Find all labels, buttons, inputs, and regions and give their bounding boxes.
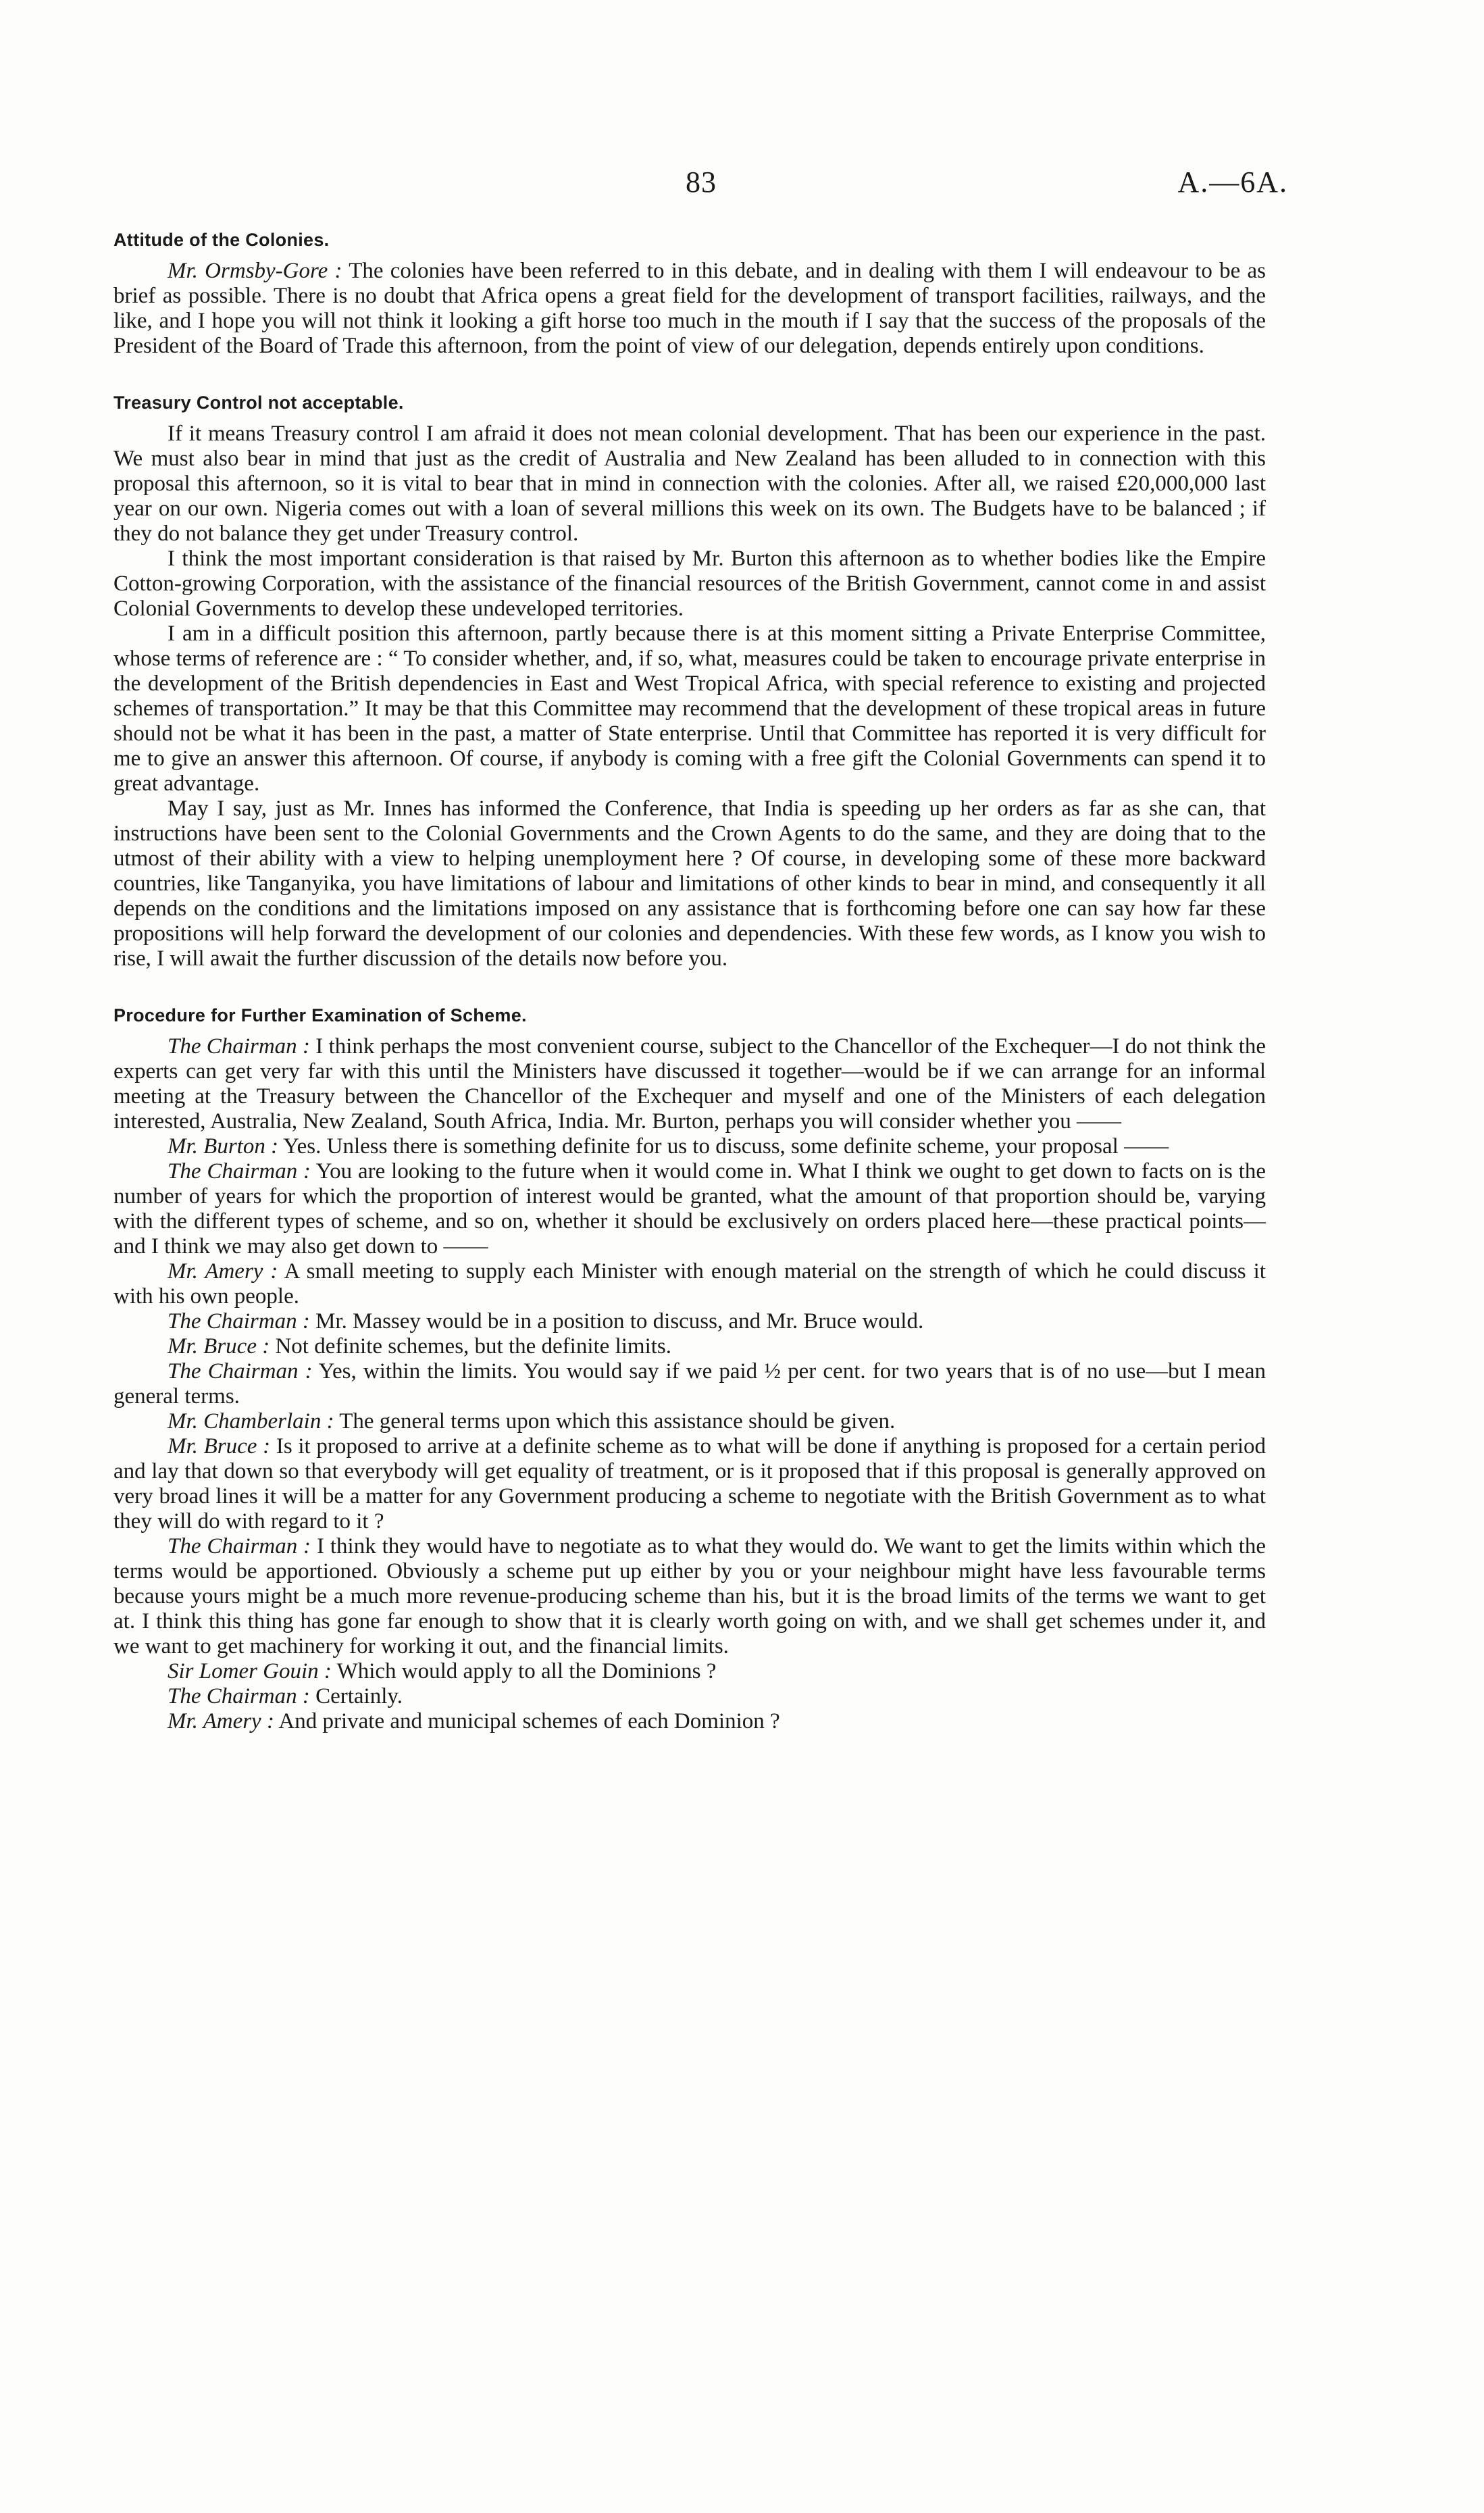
section-heading: Treasury Control not acceptable. [113, 392, 404, 413]
speaker-name: The Chairman : [168, 1309, 310, 1334]
section [113, 392, 1266, 971]
paragraph-text: May I say, just as Mr. Innes has informed the Conference, that India is speeding up her orders as far as she can, that instructions have been sent to the Colonial Governments and the Crown Agents to do the same, and they are doing that to the utmost of their ability with a view to helping unemployment here ? Of course, in developing some of these more backward countries, like Tanganyika, you have limitations of labour and limitations of other kinds to bear in mind, and consequently it all depends on the conditions and the limitations imposed on any assistance that is forthcoming before one can say how far these propositions will help forward the development of our colonies and dependencies. With these few words, as I know you wish to rise, I will await the further discussion of the details now before you. [113, 796, 1266, 971]
speaker-name: The Chairman : [168, 1684, 310, 1708]
paragraph-text: I think the most important consideration is that raised by Mr. Burton this afternoon as to whether bodies like the Empire Cotton-growing Corporation, with the assistance of the financial resources of the British Government, cannot come in and assist Colonial Governments to develop these undeveloped territories. [113, 547, 1266, 621]
paragraph-text: Which would apply to all the Dominions ? [336, 1659, 717, 1683]
speech-paragraph [113, 1409, 1266, 1434]
speech-paragraph [113, 1359, 1266, 1409]
speaker-name: The Chairman : [168, 1534, 311, 1558]
speaker-name: Mr. Chamberlain : [168, 1409, 334, 1433]
paragraph-text: A small meeting to supply each Minister with enough material on the strength of which he could discuss it with his own people. [113, 1259, 1266, 1309]
paragraph-text: Yes. Unless there is something definite for us to discuss, some definite scheme, your proposal —— [283, 1134, 1169, 1159]
speech-paragraph [113, 1259, 1266, 1309]
section-heading: Attitude of the Colonies. [113, 230, 330, 250]
paragraph-text: I think they would have to negotiate as to what they would do. We want to get the limits within which the terms would be apportioned. Obviously a scheme put up either by you or your neighbour might have less favourable terms because yours might be a much more revenue-producing scheme than his, but it is the broad limits of the terms we want to get at. I think this thing has gone far enough to show that it is clearly worth going on with, and we shall get schemes under it, and we want to get machinery for working it out, and the financial limits. [113, 1534, 1266, 1658]
speech-paragraph [113, 1034, 1266, 1134]
paragraph-text: I am in a difficult position this afternoon, partly because there is at this moment sitting a Private Enterprise Committee, whose terms of reference are : “ To consider whether, and, if so, what, measures could be taken to encourage private enterprise in the development of the British dependencies in East and West Tropical Africa, with special reference to existing and projected schemes of transportation.” It may be that this Committee may recommend that the development of these tropical areas in future should not be what it has been in the past, a matter of State enterprise. Until that Committee has reported it is very difficult for me to give an answer this afternoon. Of course, if anybody is coming with a free gift the Colonial Governments can spend it to great advantage. [113, 621, 1266, 796]
body-paragraph [113, 621, 1266, 796]
speech-paragraph [113, 1334, 1266, 1359]
speech-paragraph [113, 1684, 1266, 1709]
speech-paragraph [113, 259, 1266, 359]
section-heading: Procedure for Further Examination of Scheme. [113, 1005, 527, 1025]
speaker-name: The Chairman : [168, 1034, 310, 1059]
paragraph-text: Certainly. [315, 1684, 403, 1708]
speaker-name: Mr. Ormsby-Gore : [168, 259, 342, 283]
body-paragraph [113, 422, 1266, 547]
paragraph-text: Not definite schemes, but the definite limits. [275, 1334, 672, 1359]
paragraph-text: Is it proposed to arrive at a definite scheme as to what will be done if anything is proposed for a certain period and lay that down so that everybody will get equality of treatment, or is it proposed that if this proposal is generally approved on very broad lines it will be a matter for any Government producing a scheme to negotiate with the British Government as to what they will do with regard to it ? [113, 1434, 1266, 1533]
paragraph-text: The general terms upon which this assistance should be given. [339, 1409, 896, 1433]
body-paragraph [113, 547, 1266, 621]
speech-paragraph [113, 1159, 1266, 1259]
speaker-name: Mr. Bruce : [168, 1334, 270, 1359]
document-body [113, 230, 1266, 1768]
paragraph-text: The colonies have been referred to in this debate, and in dealing with them I will endeavour to be as brief as possible. There is no doubt that Africa opens a great field for the development of transport facilities, railways, and the like, and I hope you will not think it looking a gift horse too much in the mouth if I say that the success of the proposals of the President of the Board of Trade this afternoon, from the point of view of our delegation, depends entirely upon conditions. [113, 259, 1266, 358]
speech-paragraph [113, 1534, 1266, 1659]
body-paragraph [113, 796, 1266, 971]
section [113, 230, 1266, 359]
paragraph-text: You are looking to the future when it would come in. What I think we ought to get down to facts on is the number of years for which the proportion of interest would be granted, what the amount of that proportion should be, varying with the different types of scheme, and so on, whether it should be exclusively on orders placed here—these practical points—and I think we may also get down to —— [113, 1159, 1266, 1259]
speech-paragraph [113, 1434, 1266, 1534]
speaker-name: The Chairman : [168, 1159, 311, 1184]
speech-paragraph [113, 1709, 1266, 1734]
document-code: A.—6A. [1177, 166, 1288, 199]
speech-paragraph [113, 1134, 1266, 1159]
paragraph-text: I think perhaps the most convenient course, subject to the Chancellor of the Exchequer—I do not think the experts can get very far with this until the Ministers have discussed it together—would be if we can arrange for an informal meeting at the Treasury between the Chancellor of the Exchequer and myself and one of the Ministers of each delegation interested, Australia, New Zealand, South Africa, India. Mr. Burton, perhaps you will consider whether you —— [113, 1034, 1266, 1134]
paragraph-text: If it means Treasury control I am afraid it does not mean colonial development. That has been our experience in the past. We must also bear in mind that just as the credit of Australia and New Zealand has been alluded to in connection with this proposal this afternoon, so it is vital to bear that in mind in connection with the colonies. After all, we raised £20,000,000 last year on our own. Nigeria comes out with a loan of several millions this week on its own. The Budgets have to be balanced ; if they do not balance they get under Treasury control. [113, 422, 1266, 546]
speaker-name: Mr. Amery : [168, 1709, 274, 1733]
speaker-name: Mr. Bruce : [168, 1434, 271, 1458]
paragraph-text: Yes, within the limits. You would say if we paid ½ per cent. for two years that is of no use—but I mean general terms. [113, 1359, 1266, 1408]
paragraph-text: And private and municipal schemes of each Dominion ? [278, 1709, 780, 1733]
paragraph-text: Mr. Massey would be in a position to discuss, and Mr. Bruce would. [315, 1309, 924, 1334]
speaker-name: Mr. Burton : [168, 1134, 279, 1159]
speaker-name: Mr. Amery : [168, 1259, 278, 1284]
speaker-name: The Chairman : [168, 1359, 313, 1384]
section [113, 1005, 1266, 1734]
speaker-name: Sir Lomer Gouin : [168, 1659, 332, 1683]
speech-paragraph [113, 1309, 1266, 1334]
speech-paragraph [113, 1659, 1266, 1684]
page-number: 83 [686, 166, 717, 199]
